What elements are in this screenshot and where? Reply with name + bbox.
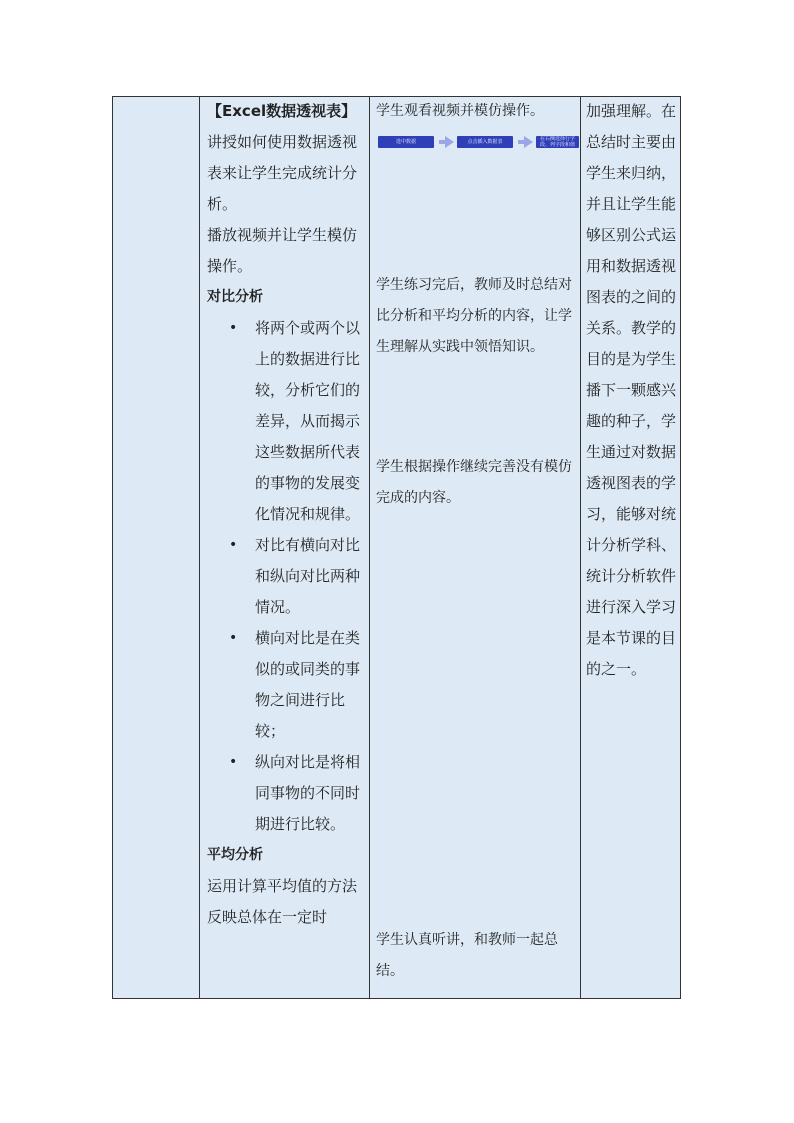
average-heading: 平均分析 [207, 847, 263, 863]
practice-summary-text: 学生练习完后，教师及时总结对比分析和平均分析的内容，让学生理解从实践中领悟知识。 [376, 277, 572, 355]
bullet-icon: • [229, 630, 238, 646]
design-intent-cell: 加强理解。在总结时主要由学生来归纳，并且让学生能够区别公式运用和数据透视图表的之间的关系。教学的目的是为学生播下一颗感兴趣的种子，学生通过对数据透视图表的学习，能够对统计分析学科、统计分析软件进行深入学习是本节课的目的之一。 [586, 102, 677, 678]
list-item [207, 747, 365, 840]
bullet-text: 对比有横向对比和纵向对比两种情况。 [255, 536, 361, 616]
list-item [207, 313, 365, 530]
teacher-activity-cell [207, 96, 365, 933]
video-text: 播放视频并让学生模仿操作。 [207, 226, 358, 275]
intro-text: 讲授如何使用数据透视表来让学生完成统计分析。 [207, 133, 358, 213]
bullet-text: 将两个或两个以上的数据进行比较，分析它们的差异，从而揭示这些数据所代表的事物的发展变化情况和规律。 [255, 319, 361, 523]
operation-steps-diagram [376, 131, 576, 157]
step-box: 点击插入数据表 [457, 136, 513, 148]
bullet-icon: • [229, 754, 238, 770]
column-divider [199, 96, 200, 999]
column-divider [369, 96, 370, 999]
step-box: 在右侧选择行字段、列字段和值 [536, 136, 579, 148]
section-title: 【Excel数据透视表】 [207, 102, 357, 120]
student-watch-text: 学生观看视频并模仿操作。 [376, 103, 544, 119]
bullet-icon: • [229, 320, 238, 336]
arrow-right-icon [445, 136, 454, 148]
bullet-text: 横向对比是在类似的或同类的事物之间进行比较； [255, 629, 361, 740]
list-item [207, 530, 365, 623]
bullet-text: 纵向对比是将相同事物的不同时期进行比较。 [255, 753, 361, 833]
arrow-right-icon [524, 136, 533, 148]
average-text: 运用计算平均值的方法反映总体在一定时 [207, 877, 358, 926]
column-divider [580, 96, 581, 999]
list-item [207, 623, 365, 747]
contrast-heading: 对比分析 [207, 289, 263, 305]
continue-practice-text: 学生根据操作继续完善没有模仿完成的内容。 [376, 459, 572, 506]
listen-summary-text: 学生认真听讲，和教师一起总结。 [376, 932, 558, 979]
bullet-icon: • [229, 537, 238, 553]
step-box: 选中数据 [378, 136, 434, 148]
contrast-bullet-list [207, 313, 365, 840]
